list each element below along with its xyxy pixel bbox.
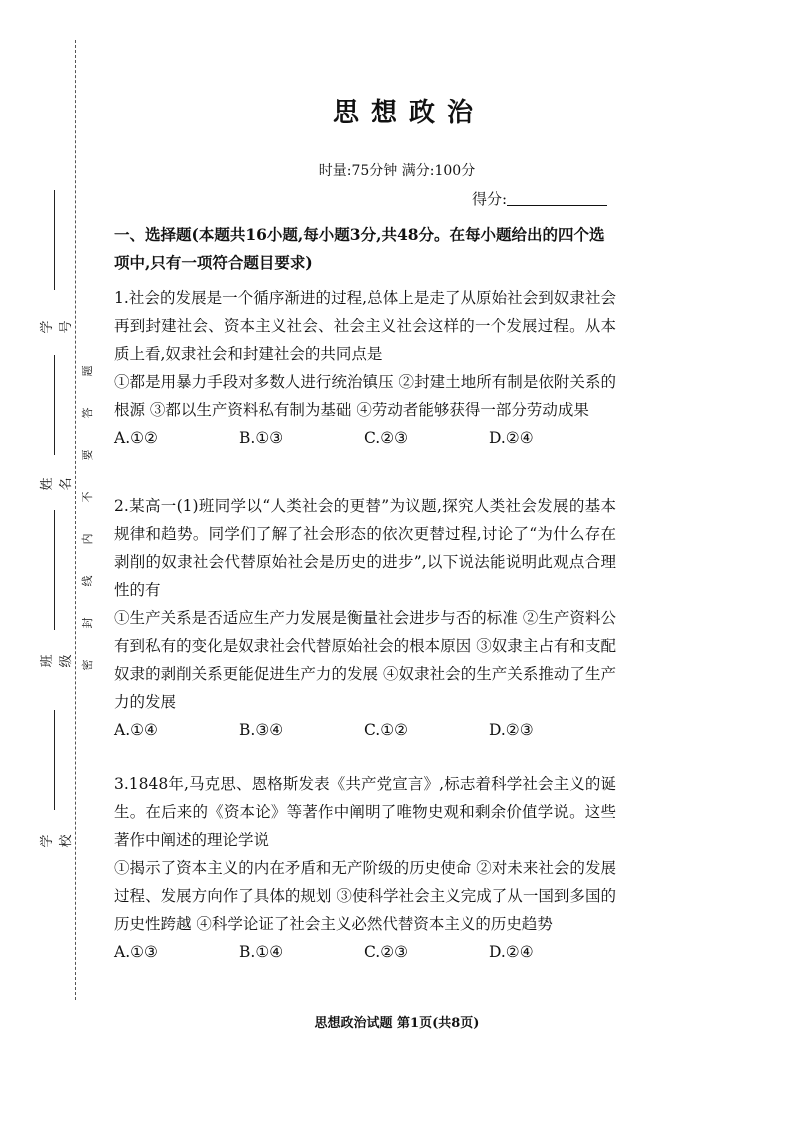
question-3 — [114, 770, 616, 966]
choice-row — [114, 424, 616, 452]
name-line — [54, 355, 55, 455]
question-statements: ①生产关系是否适应生产力发展是衡量社会进步与否的标准 ②生产资料公有到私有的变化是奴隶社会代替原始社会的根本原因 ③奴隶主占有和支配奴隶的剥削关系更能促进生产力的发展 ④奴隶社会的生产关系推动了生产力的发展 — [114, 609, 616, 711]
class-field — [40, 510, 74, 680]
choice-row — [114, 716, 616, 744]
school-field — [40, 710, 74, 860]
school-line — [54, 710, 55, 810]
student-id-line — [54, 190, 55, 290]
page-title: 思想政治 — [332, 98, 485, 128]
choice-d: D.②④ — [489, 943, 534, 961]
choice-a: A.①③ — [114, 943, 158, 961]
notice-char: 答 — [81, 407, 94, 419]
choice-a: A.①② — [114, 429, 158, 447]
question-stem: 2.某高一(1)班同学以“人类社会的更替”为议题,探究人类社会发展的基本规律和趋势。同学们了解了社会形态的依次更替过程,讨论了“为什么存在剥削的奴隶社会代替原始社会是历史的进步”,以下说法能说明此观点合理性的有 — [114, 497, 616, 599]
page-footer: 思想政治试题 第1页(共8页) — [314, 1016, 480, 1031]
choice-c: C.②③ — [364, 943, 409, 961]
notice-char: 封 — [81, 617, 94, 629]
notice-char: 线 — [81, 575, 94, 587]
score-blank — [507, 191, 607, 206]
notice-char: 不 — [81, 491, 94, 503]
question-stem: 1.社会的发展是一个循序渐进的过程,总体上是走了从原始社会到奴隶社会再到封建社会、资本主义社会、社会主义社会这样的一个发展过程。从本质上看,奴隶社会和封建社会的共同点是 — [114, 289, 616, 363]
notice-char: 题 — [81, 365, 94, 377]
question-stem: 3.1848年,马克思、恩格斯发表《共产党宣言》,标志着科学社会主义的诞生。在后来的《资本论》等著作中阐明了唯物史观和剩余价值学说。这些著作中阐述的理论学说 — [114, 775, 616, 849]
choice-d: D.②④ — [489, 429, 534, 447]
choice-b: B.①③ — [239, 429, 284, 447]
binding-line — [75, 40, 76, 1000]
student-id-field — [40, 190, 74, 340]
binding-notice — [80, 350, 96, 686]
notice-char: 内 — [81, 533, 94, 545]
choice-d: D.②③ — [489, 721, 534, 739]
name-label: 姓名 — [40, 477, 74, 491]
choice-b: B.①④ — [239, 943, 284, 961]
notice-char: 要 — [81, 449, 94, 461]
student-id-label: 学号 — [40, 320, 74, 334]
choice-b: B.③④ — [239, 721, 284, 739]
question-2 — [114, 492, 616, 744]
class-line — [54, 510, 55, 630]
question-statements: ①揭示了资本主义的内在矛盾和无产阶级的历史使命 ②对未来社会的发展过程、发展方向作了具体的规划 ③使科学社会主义完成了从一国到多国的历史性跨越 ④科学论证了社会主义必然代替资本主义的历史趋势 — [114, 859, 616, 933]
question-statements: ①都是用暴力手段对多数人进行统治镇压 ②封建土地所有制是依附关系的根源 ③都以生产资料私有制为基础 ④劳动者能够获得一部分劳动成果 — [114, 373, 616, 419]
choice-a: A.①④ — [114, 721, 158, 739]
exam-meta: 时量:75分钟 满分:100分 — [318, 163, 476, 179]
name-field — [40, 355, 74, 495]
section-heading: 一、选择题(本题共16小题,每小题3分,共48分。在每小题给出的四个选项中,只有一项符合题目要求) — [114, 225, 605, 272]
notice-char: 密 — [81, 659, 94, 671]
score-field — [472, 188, 607, 209]
score-label: 得分: — [472, 190, 508, 208]
choice-c: C.②③ — [364, 429, 409, 447]
school-label: 学校 — [40, 834, 74, 848]
choice-row — [114, 938, 616, 966]
choice-c: C.①② — [364, 721, 409, 739]
class-label: 班级 — [40, 654, 74, 668]
question-1 — [114, 284, 616, 452]
